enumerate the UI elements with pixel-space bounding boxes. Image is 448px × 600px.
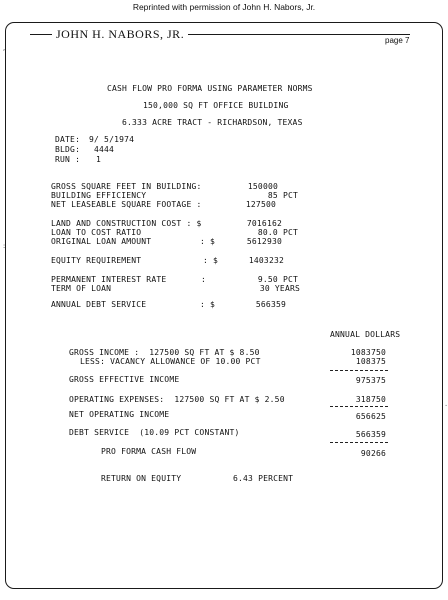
annual-debt-service-value: 566359 [255, 300, 286, 309]
reprint-credit: Reprinted with permission of John H. Nabors, Jr. [132, 2, 316, 12]
bldg-label: BLDG: [55, 145, 81, 154]
gei-label: GROSS EFFECTIVE INCOME [69, 375, 180, 384]
loan-amount-value: 5612930 [246, 237, 282, 246]
subtotal-rule [330, 406, 388, 407]
author-name: JOHN H. NABORS, JR. [52, 27, 188, 42]
interest-label: PERMANENT INTEREST RATE [51, 275, 167, 284]
ltc-label: LOAN TO COST RATIO [51, 228, 142, 237]
opex-label: OPERATING EXPENSES: 127500 SQ FT AT $ 2.50 [69, 395, 285, 404]
gei-value: 975375 [355, 376, 386, 385]
land-cost-label: LAND AND CONSTRUCTION COST : $ [51, 219, 202, 228]
debt-service-label: DEBT SERVICE (10.09 PCT CONSTANT) [69, 428, 240, 437]
equity-currency: : $ [203, 256, 219, 265]
efficiency-value: 85 PCT [267, 191, 298, 200]
report-title: CASH FLOW PRO FORMA USING PARAMETER NORMS [107, 84, 313, 93]
bldg-value: 4444 [94, 145, 115, 154]
run-value: 1 [96, 155, 102, 164]
ltc-value: 80.0 PCT [257, 228, 298, 237]
subtotal-rule [330, 442, 388, 443]
noi-label: NET OPERATING INCOME [69, 410, 170, 419]
scan-mark: · [444, 402, 448, 410]
debt-service-value: 566359 [355, 430, 386, 439]
annual-debt-service-label: ANNUAL DEBT SERVICE [51, 300, 147, 309]
date-value: 9/ 5/1974 [89, 135, 135, 144]
annual-debt-service-currency: : $ [200, 300, 216, 309]
date-label: DATE: [55, 135, 81, 144]
annual-dollars-header: ANNUAL DOLLARS [330, 330, 401, 339]
scan-mark: , [2, 44, 7, 52]
net-leaseable-label: NET LEASEABLE SQUARE FOOTAGE : [51, 200, 202, 209]
scan-mark: : [2, 242, 7, 250]
equity-value: 1403232 [248, 256, 284, 265]
interest-value: 9.50 PCT [257, 275, 298, 284]
roe-label: RETURN ON EQUITY [101, 474, 182, 483]
net-leaseable-value: 127500 [245, 200, 276, 209]
report-subtitle: 150,000 SQ FT OFFICE BUILDING [143, 101, 289, 110]
gross-income-label: GROSS INCOME : 127500 SQ FT AT $ 8.50 [69, 348, 260, 357]
gross-sf-label: GROSS SQUARE FEET IN BUILDING: [51, 182, 202, 191]
gross-income-value: 1083750 [350, 348, 386, 357]
loan-amount-label: ORIGINAL LOAN AMOUNT [51, 237, 152, 246]
report-location: 6.333 ACRE TRACT - RICHARDSON, TEXAS [122, 118, 303, 127]
noi-value: 656625 [355, 412, 386, 421]
term-value: 30 YEARS [259, 284, 300, 293]
equity-label: EQUITY REQUIREMENT [51, 256, 142, 265]
cash-flow-label: PRO FORMA CASH FLOW [101, 447, 197, 456]
cash-flow-value: 90266 [360, 449, 386, 458]
efficiency-label: BUILDING EFFICIENCY [51, 191, 147, 200]
gross-sf-value: 150000 [247, 182, 278, 191]
subtotal-rule [330, 370, 388, 371]
interest-colon: : [201, 275, 207, 284]
run-label: RUN : [55, 155, 81, 164]
vacancy-label: LESS: VACANCY ALLOWANCE OF 10.00 PCT [80, 357, 261, 366]
vacancy-value: 108375 [355, 357, 386, 366]
page-number: page 7 [385, 36, 410, 45]
land-cost-value: 7016162 [246, 219, 282, 228]
term-label: TERM OF LOAN [51, 284, 112, 293]
loan-amount-currency: : $ [200, 237, 216, 246]
roe-value: 6.43 PERCENT [233, 474, 294, 483]
opex-value: 318750 [355, 395, 386, 404]
